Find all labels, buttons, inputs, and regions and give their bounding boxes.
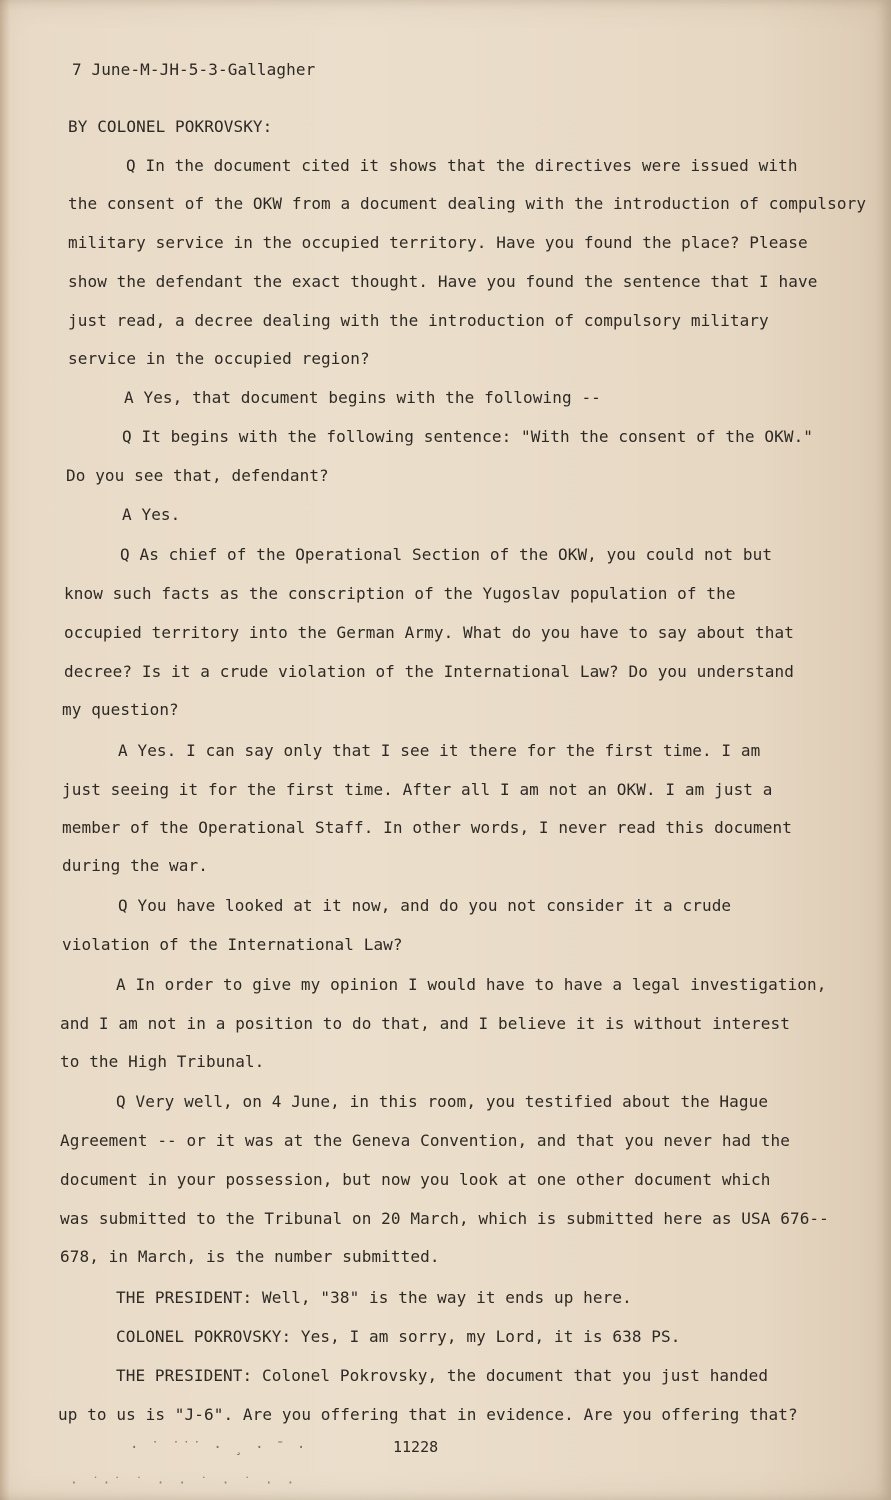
transcript-line: know such facts as the conscription of the Yugoslav population of the	[64, 584, 736, 603]
faded-stamp-marks: · ˙ ˙˙˙ · ¸ · ˉ ·	[130, 1440, 308, 1456]
transcript-line: THE PRESIDENT: Colonel Pokrovsky, the document that you just handed	[116, 1366, 769, 1385]
transcript-line: Q In the document cited it shows that the directives were issued with	[126, 156, 798, 175]
transcript-line: up to us is "J-6". Are you offering that in evidence. Are you offering that?	[58, 1405, 798, 1424]
transcript-line: was submitted to the Tribunal on 20 March, which is submitted here as USA 676--	[60, 1209, 829, 1228]
transcript-line: the consent of the OKW from a document dealing with the introduction of compulsory	[68, 194, 867, 213]
transcript-line: 678, in March, is the number submitted.	[60, 1247, 440, 1266]
transcript-line: just read, a decree dealing with the introduction of compulsory military	[68, 311, 769, 330]
transcript-line: and I am not in a position to do that, and I believe it is without interest	[60, 1014, 790, 1033]
transcript-line: Do you see that, defendant?	[66, 466, 329, 485]
transcript-line: COLONEL POKROVSKY: Yes, I am sorry, my Lord, it is 638 PS.	[116, 1327, 681, 1346]
transcript-line: show the defendant the exact thought. Have you found the sentence that I have	[68, 272, 818, 291]
transcript-line: Agreement -- or it was at the Geneva Convention, and that you never had the	[60, 1131, 790, 1150]
transcript-line: A In order to give my opinion I would have to have a legal investigation,	[116, 975, 827, 994]
transcript-line: just seeing it for the first time. After all I am not an OKW. I am just a	[62, 780, 773, 799]
document-header: 7 June-M-JH-5-3-Gallagher	[72, 60, 316, 79]
transcript-line: member of the Operational Staff. In other words, I never read this document	[62, 818, 792, 837]
transcript-line: THE PRESIDENT: Well, "38" is the way it ends up here.	[116, 1288, 632, 1307]
transcript-line: A Yes, that document begins with the following --	[124, 388, 601, 407]
transcript-line: decree? Is it a crude violation of the International Law? Do you understand	[64, 662, 794, 681]
page-number: 11228	[393, 1438, 439, 1456]
transcript-line: Q As chief of the Operational Section of the OKW, you could not but	[120, 545, 773, 564]
examiner-heading: BY COLONEL POKROVSKY:	[68, 117, 273, 136]
transcript-line: service in the occupied region?	[68, 349, 370, 368]
transcript-line: Q It begins with the following sentence: "With the consent of the OKW."	[122, 427, 814, 446]
transcript-line: my question?	[62, 700, 179, 719]
transcript-line: Q You have looked at it now, and do you not consider it a crude	[118, 896, 732, 915]
transcript-line: violation of the International Law?	[62, 935, 403, 954]
faded-smudge-marks: · ˙·˙ ˙ · · ˙ · ˙ · ·	[70, 1476, 298, 1491]
transcript-line: A Yes. I can say only that I see it there for the first time. I am	[118, 741, 761, 760]
transcript-line: during the war.	[62, 856, 208, 875]
transcript-line: occupied territory into the German Army. What do you have to say about that	[64, 623, 794, 642]
transcript-line: military service in the occupied territory. Have you found the place? Please	[68, 233, 808, 252]
transcript-line: document in your possession, but now you look at one other document which	[60, 1170, 771, 1189]
transcript-line: to the High Tribunal.	[60, 1052, 265, 1071]
transcript-line: Q Very well, on 4 June, in this room, you testified about the Hague	[116, 1092, 769, 1111]
transcript-line: A Yes.	[122, 505, 181, 524]
